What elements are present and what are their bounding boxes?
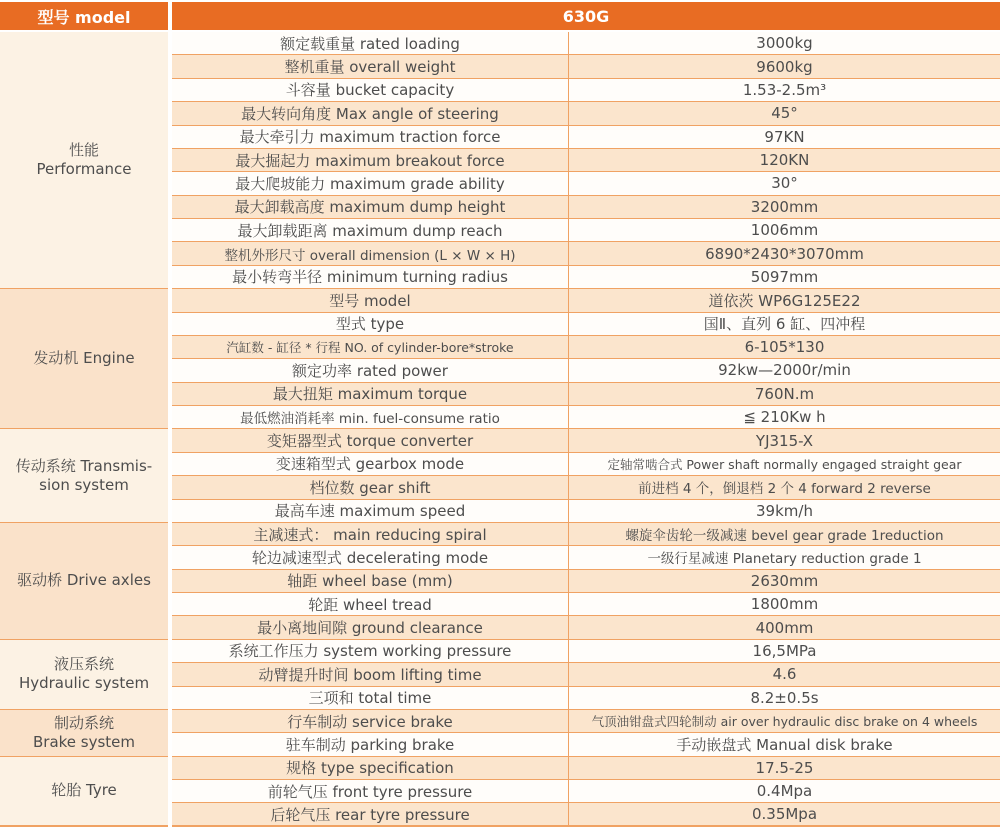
value-cell: 45°: [771, 104, 798, 123]
spec-section-engine: [0, 289, 1000, 429]
spec-row: [172, 710, 1000, 733]
param-cell: 最大卸载高度 maximum dump height: [172, 196, 569, 218]
spec-row: [172, 383, 1000, 406]
param-cell: 最大转向角度 Max angle of steering: [172, 102, 569, 124]
spec-row: [172, 429, 1000, 452]
value-cell: 16,5MPa: [752, 641, 817, 660]
spec-row: [172, 616, 1000, 639]
param-cell: 最大卸载距离 maximum dump reach: [172, 219, 569, 241]
spec-row: [172, 219, 1000, 242]
spec-section-transmission-system: [0, 429, 1000, 523]
value-cell: 8.2±0.5s: [750, 688, 819, 707]
category-cell-engine: 发动机 Engine: [0, 289, 168, 429]
value-cell: 2630mm: [750, 571, 819, 590]
value-cell: 道依茨 WP6G125E22: [708, 291, 861, 310]
value-cell: 螺旋伞齿轮一级减速 bevel gear grade 1reduction: [625, 528, 944, 545]
value-cell: 1800mm: [750, 595, 819, 614]
param-cell: 驻车制动 parking brake: [172, 733, 569, 755]
param-cell: 前轮气压 front tyre pressure: [172, 780, 569, 802]
param-cell: 汽缸数 - 缸径 * 行程 NO. of cylinder-bore*stroke: [172, 336, 569, 358]
param-cell: 整机外形尺寸 overall dimension (L × W × H): [172, 242, 569, 264]
spec-row: [172, 640, 1000, 663]
spec-section-brake-system: [0, 710, 1000, 757]
category-cell-tyre: 轮胎 Tyre: [0, 757, 168, 827]
param-cell: 最小转弯半径 minimum turning radius: [172, 266, 569, 288]
param-cell: 最大扭矩 maximum torque: [172, 383, 569, 405]
param-cell: 主减速式： main reducing spiral: [172, 523, 569, 545]
value-cell: 3000kg: [756, 34, 813, 53]
param-cell: 轮边减速型式 decelerating mode: [172, 546, 569, 568]
value-cell: 39km/h: [756, 501, 813, 520]
value-cell: 前进档 4 个，倒退档 2 个 4 forward 2 reverse: [638, 481, 931, 498]
table-header-row: [0, 2, 1000, 30]
spec-row: [172, 359, 1000, 382]
spec-table: [0, 2, 1000, 829]
spec-section-performance: [0, 32, 1000, 289]
value-cell: 760N.m: [754, 384, 815, 403]
param-cell: 最大掘起力 maximum breakout force: [172, 149, 569, 171]
value-cell: 400mm: [755, 618, 814, 637]
param-cell: 轮距 wheel tread: [172, 593, 569, 615]
param-cell: 最高车速 maximum speed: [172, 500, 569, 522]
value-cell: 0.4Mpa: [756, 782, 813, 801]
spec-row: [172, 196, 1000, 219]
spec-row: [172, 500, 1000, 523]
spec-row: [172, 663, 1000, 686]
model-header-cell: 型号 model: [0, 2, 168, 30]
value-cell: YJ315-X: [755, 431, 814, 450]
category-cell-drive-axles: 驱动桥 Drive axles: [0, 523, 168, 640]
spec-row: [172, 476, 1000, 499]
spec-row: [172, 733, 1000, 756]
param-cell: 最小离地间隙 ground clearance: [172, 616, 569, 638]
value-cell: 0.35Mpa: [751, 805, 818, 824]
value-cell: 3200mm: [750, 197, 819, 216]
param-cell: 整机重量 overall weight: [172, 55, 569, 77]
spec-row: [172, 32, 1000, 55]
spec-row: [172, 780, 1000, 803]
value-cell: 9600kg: [756, 57, 813, 76]
category-cell-transmission-system: 传动系统 Transmis- sion system: [0, 429, 168, 523]
value-cell: 30°: [771, 174, 798, 193]
value-cell: 气顶油钳盘式四轮制动 air over hydraulic disc brake on 4 wheels: [591, 714, 978, 730]
spec-row: [172, 126, 1000, 149]
param-cell: 后轮气压 rear tyre pressure: [172, 803, 569, 824]
value-cell: 97KN: [764, 127, 805, 146]
value-cell: 1006mm: [750, 221, 819, 240]
spec-row: [172, 242, 1000, 265]
param-cell: 型号 model: [172, 289, 569, 311]
spec-row: [172, 149, 1000, 172]
spec-row: [172, 336, 1000, 359]
param-cell: 额定功率 rated power: [172, 359, 569, 381]
param-cell: 型式 type: [172, 313, 569, 335]
spec-row: [172, 289, 1000, 312]
value-cell: 定轴常啮合式 Power shaft normally engaged straight gear: [607, 456, 962, 472]
value-cell: 92kw—2000r/min: [718, 361, 851, 380]
value-cell: ≦ 210Kw h: [743, 408, 826, 427]
spec-row: [172, 55, 1000, 78]
value-cell: 5097mm: [750, 267, 819, 286]
value-cell: 1.53-2.5m³: [742, 80, 827, 99]
param-cell: 系统工作压力 system working pressure: [172, 640, 569, 662]
spec-row: [172, 593, 1000, 616]
value-cell: 6890*2430*3070mm: [705, 244, 864, 263]
spec-section-drive-axles: [0, 523, 1000, 640]
spec-row: [172, 453, 1000, 476]
value-cell: 手动嵌盘式 Manual disk brake: [676, 735, 893, 754]
param-cell: 斗容量 bucket capacity: [172, 79, 569, 101]
model-value-header-cell: 630G: [172, 2, 1000, 30]
param-cell: 轴距 wheel base (mm): [172, 570, 569, 592]
spec-row: [172, 102, 1000, 125]
spec-section-hydraulic-system: [0, 640, 1000, 710]
spec-row: [172, 757, 1000, 780]
category-cell-performance: 性能 Performance: [0, 32, 168, 289]
param-cell: 档位数 gear shift: [172, 476, 569, 498]
spec-row: [172, 803, 1000, 826]
param-cell: 最大爬坡能力 maximum grade ability: [172, 172, 569, 194]
param-cell: 变矩器型式 torque converter: [172, 429, 569, 451]
spec-row: [172, 546, 1000, 569]
value-cell: 4.6: [772, 665, 797, 684]
spec-row: [172, 313, 1000, 336]
spec-row: [172, 687, 1000, 710]
value-cell: 国Ⅱ、直列 6 缸、四冲程: [703, 315, 866, 334]
param-cell: 额定载重量 rated loading: [172, 32, 569, 54]
spec-row: [172, 406, 1000, 429]
value-cell: 17.5-25: [755, 758, 814, 777]
param-cell: 动臂提升时间 boom lifting time: [172, 663, 569, 685]
param-cell: 最低燃油消耗率 min. fuel-consume ratio: [172, 406, 569, 428]
spec-section-tyre: [0, 757, 1000, 827]
spec-row: [172, 79, 1000, 102]
value-cell: 6-105*130: [744, 338, 825, 357]
category-cell-hydraulic-system: 液压系统 Hydraulic system: [0, 640, 168, 710]
param-cell: 最大牵引力 maximum traction force: [172, 126, 569, 148]
spec-row: [172, 266, 1000, 289]
value-cell: 120KN: [759, 151, 810, 170]
spec-row: [172, 523, 1000, 546]
category-cell-brake-system: 制动系统 Brake system: [0, 710, 168, 757]
spec-table-body: [0, 32, 1000, 827]
param-cell: 规格 type specification: [172, 757, 569, 779]
spec-row: [172, 172, 1000, 195]
param-cell: 三项和 total time: [172, 687, 569, 709]
param-cell: 变速箱型式 gearbox mode: [172, 453, 569, 475]
spec-row: [172, 570, 1000, 593]
value-cell: 一级行星减速 Planetary reduction grade 1: [647, 551, 922, 568]
param-cell: 行车制动 service brake: [172, 710, 569, 732]
